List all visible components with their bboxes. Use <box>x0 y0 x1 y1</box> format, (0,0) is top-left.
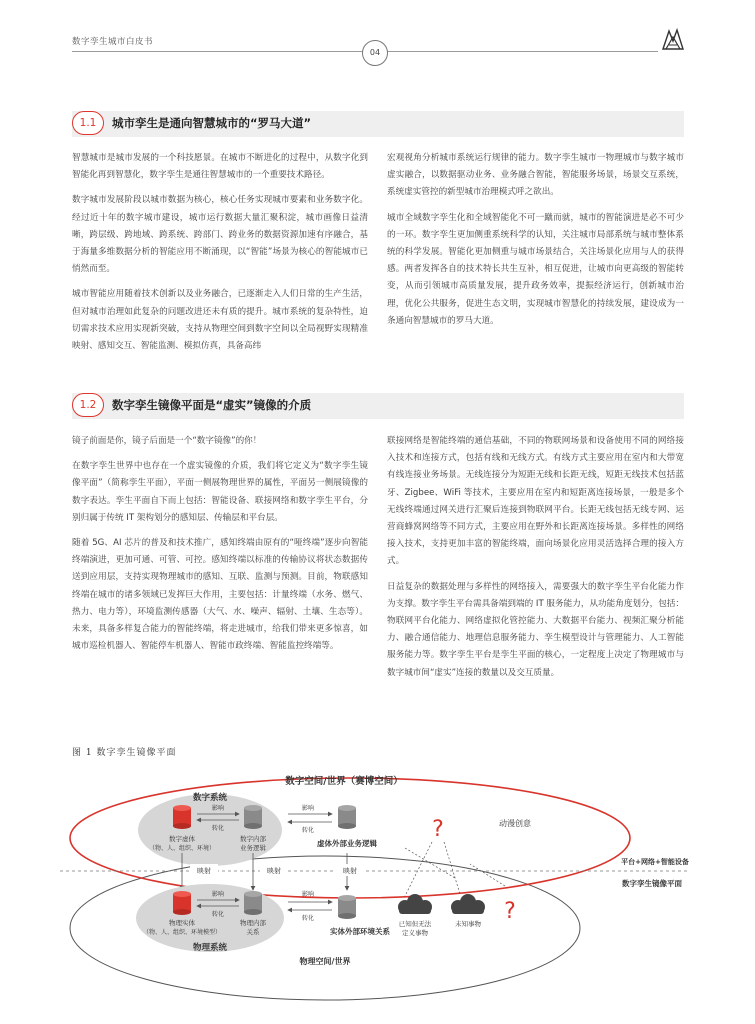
mapping-label: 映射 <box>267 867 281 875</box>
paragraph: 联接网络是智能终端的通信基础，不同的物联网场景和设备使用不同的网络接入技术和连接方式，包括有线和无线方式。有线方式主要应用在室内和大带宽有线连接业务场景。无线连接分为短距无线和长距无线，短距无线技术包括蓝牙、Zigbee、WiFi 等技术，主要应用在室内和短距离连接场景，一般是多个无线终端通过网关进行汇聚后连接到物联网平台。长距无线包括无线专网、运营商蜂窝网络等不同方式，主要应用在野外和长距离连接场景。多样性的网络接入技术，支持更加丰富的智能终端，面向场景化应用灵活选择合理的接入方式。 <box>387 436 684 567</box>
mirror-plane-label: 数字孪生镜像平面 <box>622 879 682 888</box>
brand-logo-icon <box>660 27 686 53</box>
mapping-label: 映射 <box>343 867 357 875</box>
section-1-2-right-column <box>387 433 684 690</box>
physical-entity-cylinder-icon <box>173 891 191 915</box>
page-number: 04 <box>362 40 388 66</box>
entity-external-label: 实体外部环境关系 <box>330 927 390 936</box>
paragraph: 宏观视角分析城市系统运行规律的能力。数字孪生城市一物理城市与数字城市虚实融合，以数据驱动业务、业务融合智能，智能服务场景，场景交互系统，系统虚实管控的新型城市治理模式呼之欲出。 <box>387 153 684 198</box>
digital-twin-cylinder-icon <box>173 805 191 829</box>
header-title: 数字孪生城市白皮书 <box>72 37 154 47</box>
paragraph: 随着 5G、AI 芯片的普及和技术推广，感知终端由原有的“哑终端”逐步向智能终端演进，更加可通、可管、可控。感知终端以标准的传输协议将状态数据传送到应用层，支持实现物理城市的感知、互联、监测与预测。目前，物联感知终端在城市的诸多领域已发挥巨大作用，主要包括：计量终端（水务、燃气、热力、电力等），环境监测传感器（大气、水、噪声、辐射、土壤、生态等）。未来，具备多样复合能力的智能终端，将走进城市，给我们带来更多惊喜，如城市巡检机器人、智能停车机器人、智能市政终端、智能监控终端等。 <box>72 538 368 652</box>
animation-creative-label: 动漫创意 <box>499 819 531 828</box>
question-mark-icon: ? <box>432 817 444 842</box>
svg-text:数字虚体: 数字虚体 <box>169 835 195 843</box>
svg-text:数字内部: 数字内部 <box>240 835 266 843</box>
svg-text:影响: 影响 <box>301 891 315 898</box>
svg-text:转化: 转化 <box>301 915 315 922</box>
paragraph: 在数字孪生世界中也存在一个虚实镜像的介质，我们将它定义为“数字孪生镜像平面”（简称孪生平面），平面一侧展物理世界的属性，平面另一侧展镜像的数字表达。孪生平面自下而上包括：智能设备、联接网络和数字孪生平台，分别归属于传统 IT 架构划分的感知层、传输层和平台层。 <box>72 461 368 523</box>
section-number: 1.1 <box>72 111 104 135</box>
svg-text:影响: 影响 <box>301 805 315 812</box>
digital-system-label: 数字系统 <box>192 793 228 803</box>
paragraph: 数字城市发展阶段以城市数据为核心，核心任务实现城市要素和业务数字化。经过近十年的数字城市建设，城市运行数据大量汇聚积淀，城市画像日益清晰，跨层级、跨地域、跨系统、跨部门、跨业务的数据资源加速有序融合，基于海量多维数据分析的智能应用不断涌现，以“智能”场景为核心的智能城市已悄然而至。 <box>72 195 368 275</box>
paragraph: 城市全域数字孪生化和全域智能化不可一蹴而就，城市的智能演进是必不可少的一环。数字孪生更加侧重系统科学的认知，关注城市局部系统与城市整体系统的科学发展。智能化更加侧重与城市场景结合，关注场景化应用与人的获得感。两者发挥各自的技术特长共生互补，相互促进，让城市向更高级的智能转变，从而引领城市高质量发展，提升政务效率，提振经济运行，创新城市治理，优化公共服务，促进生态文明，实现城市智慧化的持续发展，建设成为一条通向智慧城市的罗马大道。 <box>387 212 684 326</box>
svg-text:业务逻辑: 业务逻辑 <box>240 844 266 852</box>
svg-text:影响: 影响 <box>211 805 225 812</box>
svg-text:转化: 转化 <box>211 825 225 832</box>
section-1-2-left-column <box>72 433 368 663</box>
mapping-label: 映射 <box>197 867 211 875</box>
paragraph: 城市智能应用随着技术创新以及业务融合，已逐渐走入人们日常的生产生活，但对城市治理如此复杂的问题改进还未有质的提升。城市系统的复杂特性，迫切需求技术应用实现新突破，支持从物理空间到数字空间以全局视野实现精准映射、感知交互、智能监测、模拟仿真，具备高纬 <box>72 289 368 352</box>
svg-text:（物、人、组织、环境模型）: （物、人、组织、环境模型） <box>142 929 222 936</box>
svg-text:已知但无法: 已知但无法 <box>398 920 432 928</box>
svg-text:转化: 转化 <box>301 827 315 834</box>
physical-internal-cylinder-icon <box>244 891 262 915</box>
physical-space-label: 物理空间/世界 <box>299 957 351 966</box>
svg-text:物理内部: 物理内部 <box>240 919 266 927</box>
digital-internal-cylinder-icon <box>244 805 262 829</box>
section-1-1-left-column <box>72 150 368 363</box>
digital-external-cylinder-icon <box>338 805 356 829</box>
physical-external-cylinder-icon <box>338 895 356 919</box>
svg-text:物理实体: 物理实体 <box>169 919 195 927</box>
section-header-1-2 <box>72 393 684 419</box>
section-number: 1.2 <box>72 393 104 417</box>
svg-text:转化: 转化 <box>211 911 225 918</box>
paragraph: 镜子前面是你，镜子后面是一个“数字镜像”的你！ <box>72 436 262 446</box>
digital-system-blob <box>138 794 282 866</box>
section-title: 城市孪生是通向智慧城市的“罗马大道” <box>112 116 312 130</box>
virtual-external-label: 虚体外部业务逻辑 <box>317 839 377 848</box>
section-title: 数字孪生镜像平面是“虚实”镜像的介质 <box>112 398 312 412</box>
section-1-1-right-column <box>387 150 684 338</box>
platform-line-label: 平台+网络+智能设备 <box>621 858 689 866</box>
section-header-1-1 <box>72 111 684 137</box>
paragraph: 日益复杂的数据处理与多样性的网络接入，需要强大的数字孪生平台化能力作为支撑。数字孪生平台需具备端到端的 IT 服务能力，从功能角度划分，包括：物联网平台化能力、网络虚拟化管控能力、大数据平台能力、视频汇聚分析能力、融合通信能力、地理信息服务能力、孪生模型设计与管理能力、人工智能服务能力等。数字孪生平台是孪生平面的核心，一定程度上决定了物理城市与数字城市间“虚实”连接的数量以及交互质量。 <box>387 581 684 678</box>
svg-text:（物、人、组织、环境）: （物、人、组织、环境） <box>148 845 216 852</box>
svg-text:影响: 影响 <box>211 891 225 898</box>
physical-system-label: 物理系统 <box>192 943 228 953</box>
question-mark-icon: ? <box>504 899 516 924</box>
paragraph: 智慧城市是城市发展的一个科技愿景。在城市不断进化的过程中，从数字化到智能化再到智慧化，数字孪生是通往智慧城市的一个重要技术路径。 <box>72 153 368 181</box>
digital-space-label: 数字空间/世界（赛博空间） <box>285 776 403 787</box>
svg-text:定义事物: 定义事物 <box>402 929 428 937</box>
svg-text:未知事物: 未知事物 <box>455 920 481 928</box>
svg-text:关系: 关系 <box>246 928 260 936</box>
figure-caption: 图 1 数字孪生镜像平面 <box>72 748 177 758</box>
digital-twin-mirror-diagram <box>60 768 690 1018</box>
